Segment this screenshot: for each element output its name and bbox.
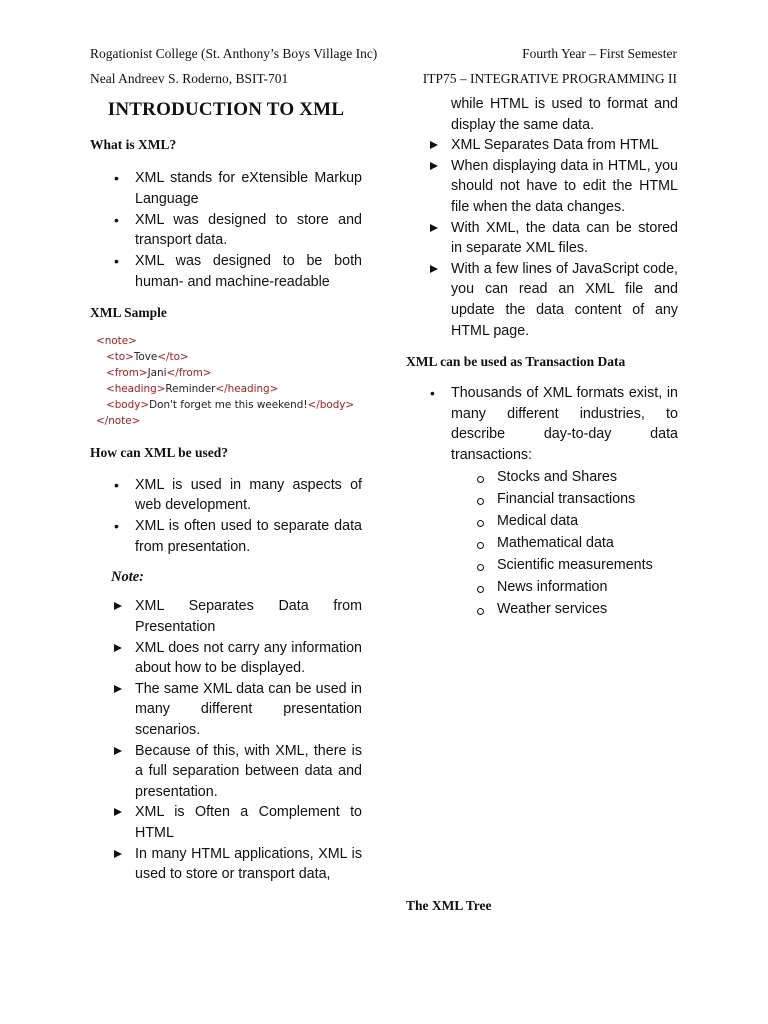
code-line: </note> xyxy=(96,414,141,427)
page-title: INTRODUCTION TO XML xyxy=(107,99,345,120)
what-is-xml-heading: What is XML? xyxy=(90,137,177,152)
list-item: XML is Often a Complement to HTML xyxy=(90,802,362,843)
list-item: XML Separates Data from HTML xyxy=(406,135,678,156)
transaction-list xyxy=(406,383,678,465)
sub-list-item: Stocks and Shares xyxy=(406,467,678,488)
code-line: <note> xyxy=(96,334,137,347)
what-is-xml-list xyxy=(90,168,362,293)
xml-tree-heading: The XML Tree xyxy=(406,898,492,913)
header-course: ITP75 – INTEGRATIVE PROGRAMMING II xyxy=(422,71,677,86)
sub-list-item: Mathematical data xyxy=(406,533,678,554)
continuation-text: while HTML is used to format and display the same data. xyxy=(451,96,678,133)
list-item: Because of this, with XML, there is a full separation between data and presentation. xyxy=(90,741,362,803)
transaction-data-heading: XML can be used as Transaction Data xyxy=(406,354,626,370)
header-author: Neal Andreev S. Roderno, BSIT-701 xyxy=(90,71,289,86)
list-item: • XML is often used to separate data from presentation. xyxy=(90,516,362,557)
right-column xyxy=(406,94,678,621)
note-label: Note: xyxy=(111,569,145,586)
list-item: When displaying data in HTML, you should not have to edit the HTML file when the data changes. xyxy=(406,156,678,218)
code-line: <body>Don't forget me this weekend!</body> xyxy=(106,398,355,411)
xml-sample-heading: XML Sample xyxy=(90,304,167,320)
header-school: Rogationist College (St. Anthony’s Boys Village Inc) xyxy=(90,46,378,61)
header-term: Fourth Year – First Semester xyxy=(522,46,677,61)
code-line: <to>Tove</to> xyxy=(106,350,189,363)
sub-list-item: News information xyxy=(406,577,678,598)
xml-sample-code xyxy=(96,333,362,429)
list-item: • XML was designed to store and transport data. xyxy=(90,210,362,251)
left-column xyxy=(90,96,362,885)
list-item: • XML stands for eXtensible Markup Language xyxy=(90,168,362,209)
transaction-sublist xyxy=(406,467,678,620)
sub-list-item: Weather services xyxy=(406,599,678,620)
list-item: XML Separates Data from Presentation xyxy=(90,596,362,637)
list-item: With XML, the data can be stored in separate XML files. xyxy=(406,218,678,259)
list-item: XML does not carry any information about how to be displayed. xyxy=(90,638,362,679)
sub-list-item: Scientific measurements xyxy=(406,555,678,576)
list-item: The same XML data can be used in many different presentation scenarios. xyxy=(90,679,362,741)
code-line: <from>Jani</from> xyxy=(106,366,212,379)
notes-list-left xyxy=(90,596,362,884)
how-can-xml-be-used-heading: How can XML be used? xyxy=(90,444,229,460)
list-item: • Thousands of XML formats exist, in many different industries, to describe day-to-day data transactions: xyxy=(406,383,678,465)
notes-list-right xyxy=(406,94,678,341)
sub-list-item: Financial transactions xyxy=(406,489,678,510)
list-item: • XML is used in many aspects of web development. xyxy=(90,475,362,516)
list-item: In many HTML applications, XML is used to store or transport data, xyxy=(90,844,362,885)
list-item: • XML was designed to be both human- and machine-readable xyxy=(90,251,362,292)
list-item: With a few lines of JavaScript code, you can read an XML file and update the data content of any HTML page. xyxy=(406,259,678,341)
code-line: <heading>Reminder</heading> xyxy=(106,382,279,395)
how-used-list xyxy=(90,475,362,558)
sub-list-item: Medical data xyxy=(406,511,678,532)
